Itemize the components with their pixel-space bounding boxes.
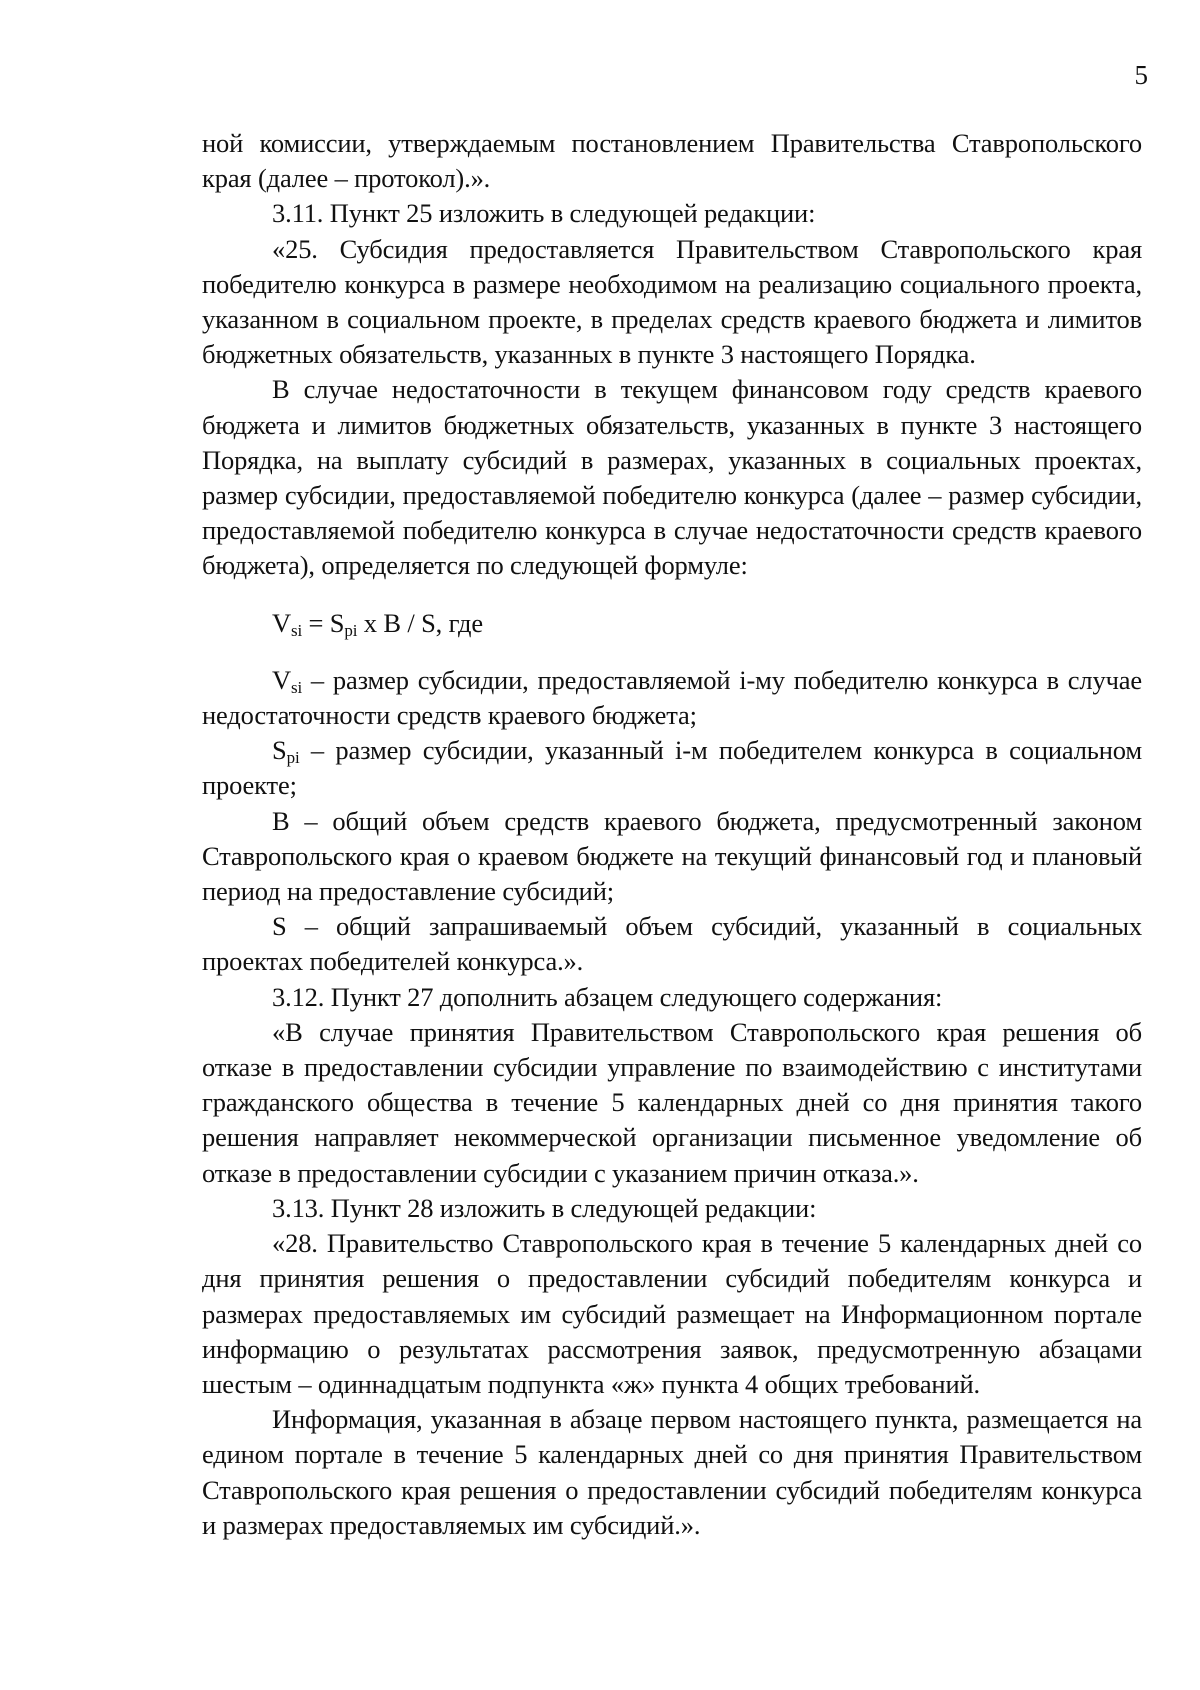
formula-eq: =: [302, 607, 330, 638]
formula-v-sub: si: [291, 620, 303, 640]
paragraph-point-25: «25. Субсидия предоставляется Правительством Ставропольского края победителю конкурса в размере необходимом на реализацию социального проекта, указанном в социальном проекте, в пределах средств краевого бюджета и лимитов бюджетных обязательств, указанных в пункте 3 настоящего Порядка.: [202, 233, 1142, 370]
definition-s: S – общий запрашиваемый объем субсидий, указанный в социальных проектах победителей конкурса.».: [202, 911, 1142, 977]
formula-s: S: [329, 607, 345, 638]
paragraph-point-28: «28. Правительство Ставропольского края в течение 5 календарных дней со дня принятия решения о предоставлении субсидий победителям конкурса и размерах предоставляемых им субсидий размещает на Информационном портале информацию о результатах рассмотрения заявок, предусмотренную абзацами шестым – одиннадцатым подпункта «ж» пункта 4 общих требований.: [202, 1228, 1142, 1399]
formula-s-sub: pi: [344, 620, 358, 640]
paragraph-information: Информация, указанная в абзаце первом настоящего пункта, размещается на едином портале в течение 5 календарных дней со дня принятия Правительством Ставропольского края решения о предоставлении субсидий победителям конкурса и размерах предоставляемых им субсидий.».: [202, 1404, 1142, 1540]
definition-vsi-sub: si: [291, 677, 303, 697]
page-number: 5: [1134, 60, 1148, 90]
definition-vsi: [202, 663, 1142, 733]
paragraph-insufficiency: В случае недостаточности в текущем финансовом году средств краевого бюджета и лимитов бюджетных обязательств, указанных в пункте 3 настоящего Порядка, на выплату субсидий в размерах, указанных в социальных проектах, размер субсидии, предоставляемой победителю конкурса (далее – размер субсидии, предоставляемой победителю конкурса в случае недостаточности средств краевого бюджета), определяется по следующей формуле:: [202, 374, 1142, 581]
paragraph-item-3-11: 3.11. Пункт 25 изложить в следующей редакции:: [272, 198, 816, 229]
paragraph-refusal: «В случае принятия Правительством Ставропольского края решения об отказе в предоставлении субсидии управление по взаимодействию с институтами гражданского общества в течение 5 календарных дней со дня принятия такого решения направляет некоммерческой организации письменное уведомление об отказе в предоставлении субсидии с указанием причин отказа.».: [202, 1016, 1142, 1188]
paragraph-item-3-13: 3.13. Пункт 28 изложить в следующей редакции:: [272, 1192, 817, 1223]
formula-rest: x B / S, где: [357, 607, 483, 638]
definition-vsi-text: – размер субсидии, предоставляемой i-му победителю конкурса в случае недостаточности средств краевого бюджета;: [202, 664, 1142, 731]
definition-b: B – общий объем средств краевого бюджета, предусмотренный законом Ставропольского края о краевом бюджете на текущий финансовый год и плановый период на предоставление субсидий;: [202, 805, 1142, 907]
document-body: [202, 126, 1142, 1543]
formula-v: V: [272, 607, 291, 638]
definition-spi-sub: pi: [286, 748, 300, 768]
definition-spi: [202, 733, 1142, 803]
definition-spi-text: – размер субсидии, указанный i-м победителем конкурса в социальном проекте;: [202, 735, 1142, 801]
paragraph-continuation: ной комиссии, утверждаемым постановлением Правительства Ставропольского края (далее – протокол).».: [202, 128, 1142, 194]
paragraph-item-3-12: 3.12. Пункт 27 дополнить абзацем следующего содержания:: [272, 981, 943, 1012]
definition-spi-symbol: S: [272, 735, 287, 766]
definition-vsi-symbol: V: [272, 664, 291, 695]
formula: [202, 606, 1142, 641]
